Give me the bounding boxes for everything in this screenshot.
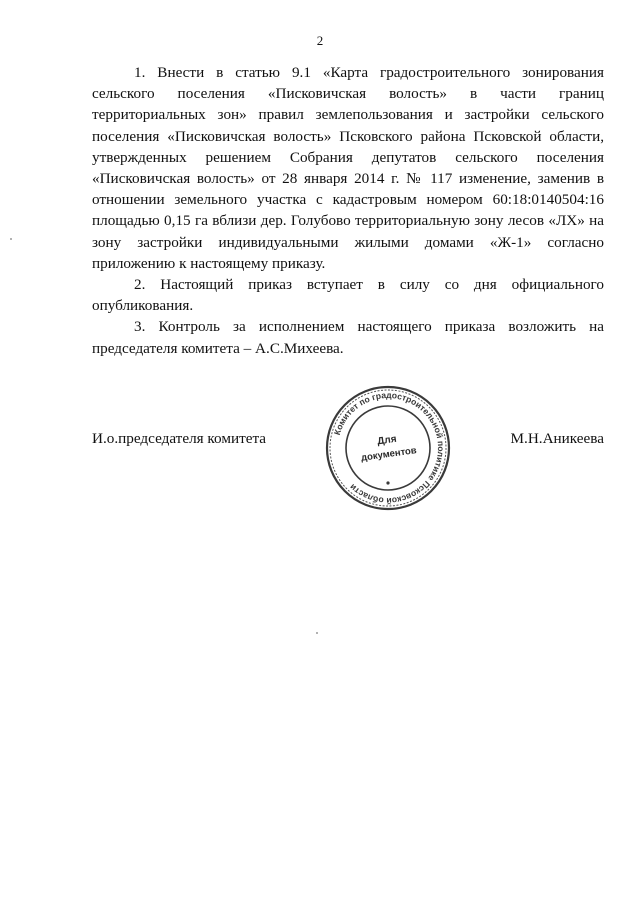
paragraph-3: 3. Контроль за исполнением настоящего приказа возложить на председателя комитета – А.С.Михеева.	[92, 318, 604, 357]
paragraph-1: 1. Внести в статью 9.1 «Карта градостроительного зонирования сельского поселения «Писковичская волость» в части границ территориальных зон» правил землепользования и застройки сельского поселения «Писковичская волость» Псковского района Псковской области, утвержденных решением Собрания депутатов сельского поселения «Писковичская волость» от 28 января 2014 г. № 117 изменение, заменив в отношении земельного участка с кадастровым номером 60:18:0140504:16 площадью 0,15 га вблизи дер. Голубово территориальную зону лесов «ЛХ» на зону застройки индивидуальными жилыми домами «Ж-1» согласно приложению к настоящему приказу.	[92, 64, 604, 272]
stamp-inner-ring	[346, 406, 430, 490]
official-stamp	[323, 383, 453, 513]
page-number: 2	[316, 33, 324, 48]
signatory-position: И.о.председателя комитета	[92, 430, 267, 447]
scan-speck	[316, 632, 318, 634]
paragraph-2: 2. Настоящий приказ вступает в силу со дня официального опубликования.	[92, 276, 604, 315]
scan-speck	[10, 238, 12, 240]
signatory-name: М.Н.Аникеева	[510, 430, 604, 447]
stamp-dot	[386, 481, 389, 484]
stamp-ring-text: Комитет по градостроительной политике Псковской области	[331, 389, 447, 507]
order-body	[92, 62, 604, 359]
stamp-center-line-2: документов	[360, 445, 418, 464]
stamp-center-line-1: Для	[376, 433, 398, 448]
